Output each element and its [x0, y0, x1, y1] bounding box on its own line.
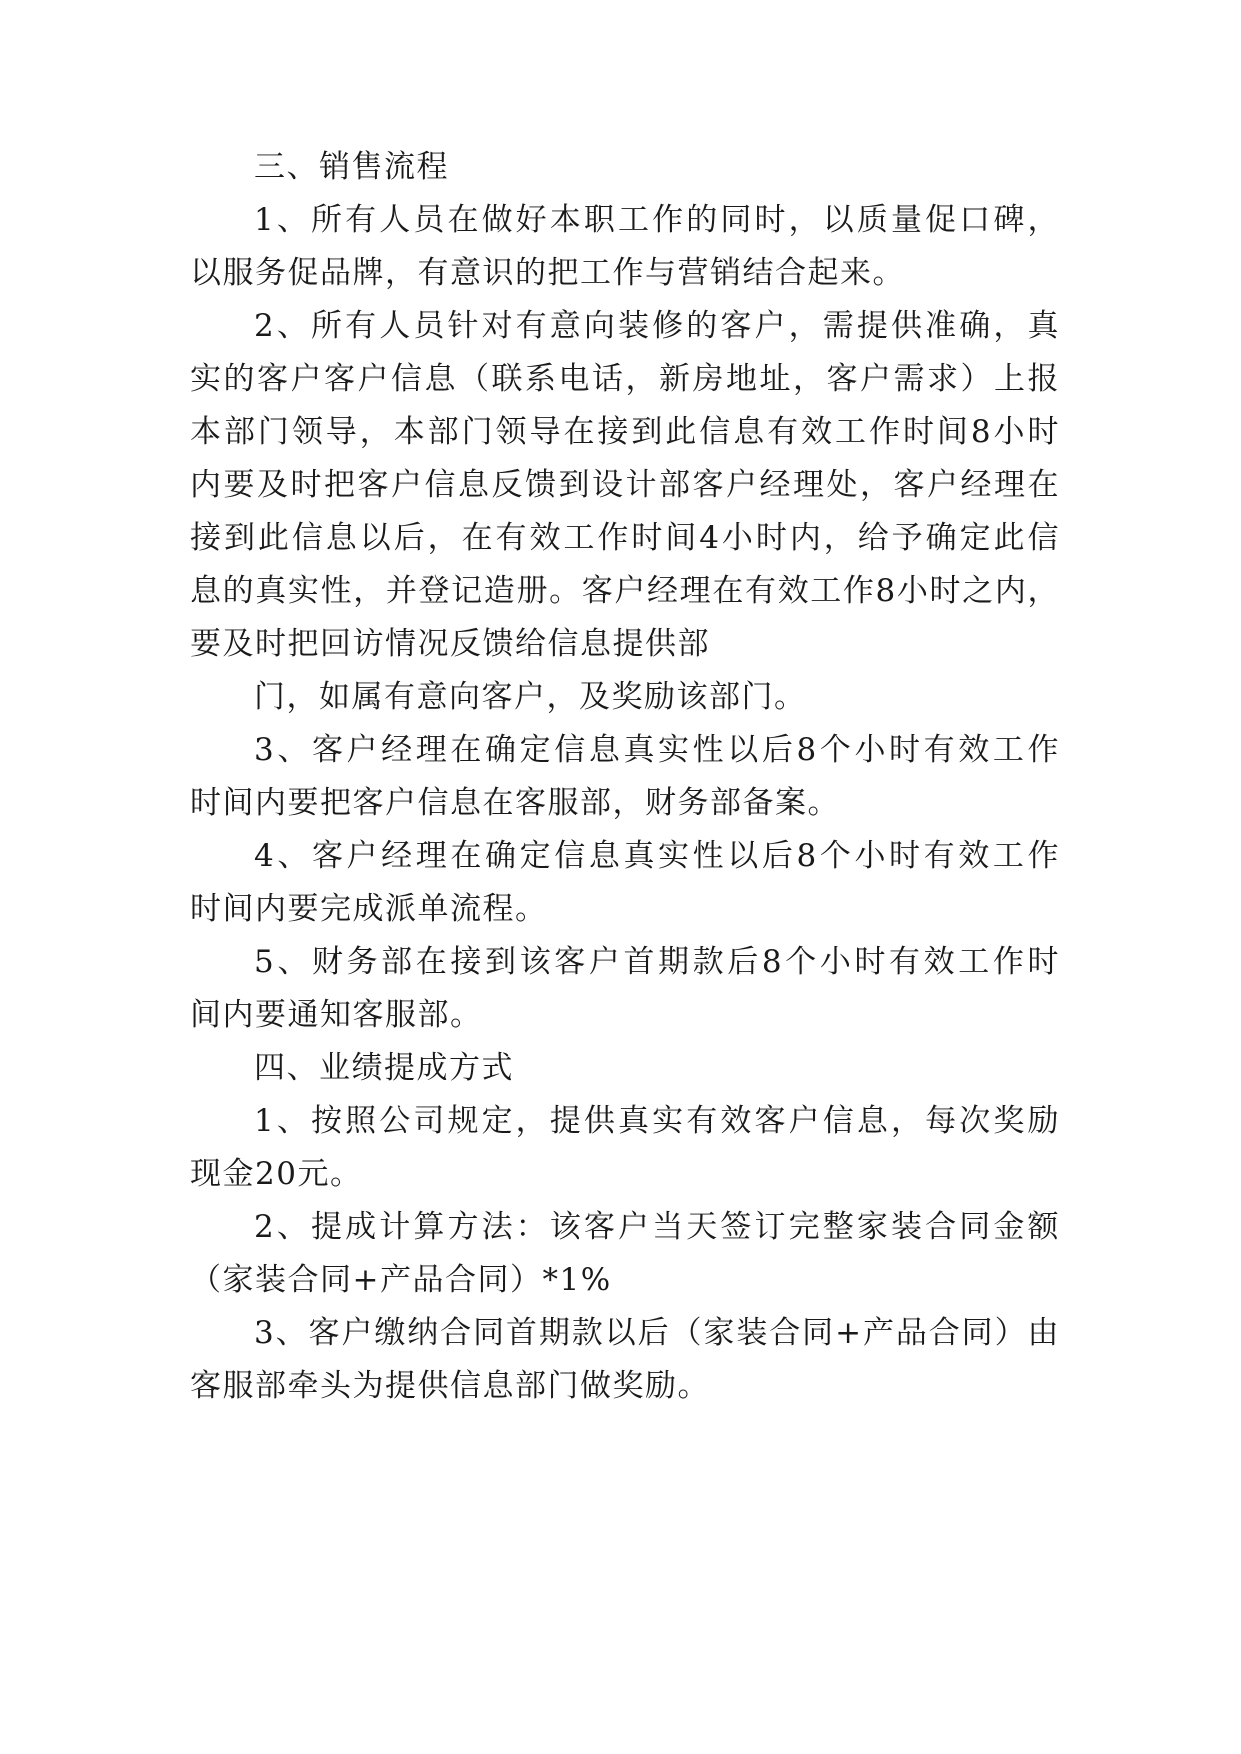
paragraph-line: 间内要通知客服部。 — [190, 997, 483, 1033]
paragraph-line: 本部门领导，本部门领导在接到此信息有效工作时间8小时 — [190, 414, 1060, 450]
paragraph-line: 5、财务部在接到该客户首期款后8个小时有效工作时 — [254, 944, 1060, 980]
paragraph-line: 1、所有人员在做好本职工作的同时，以质量促口碑， — [254, 202, 1060, 238]
section-heading-commission: 四、业绩提成方式 — [254, 1050, 514, 1086]
paragraph-line: 时间内要把客户信息在客服部，财务部备案。 — [190, 785, 840, 821]
paragraph-line: 1、按照公司规定，提供真实有效客户信息，每次奖励 — [254, 1103, 1060, 1139]
paragraph-line: 以服务促品牌，有意识的把工作与营销结合起来。 — [190, 255, 905, 291]
paragraph-line: 内要及时把客户信息反馈到设计部客户经理处，客户经理在 — [190, 467, 1060, 503]
paragraph-line: 现金20元。 — [190, 1156, 363, 1192]
paragraph-line: 时间内要完成派单流程。 — [190, 891, 548, 927]
paragraph-line: 客服部牵头为提供信息部门做奖励。 — [190, 1368, 710, 1404]
section-heading-sales-process: 三、销售流程 — [254, 149, 449, 185]
paragraph-line: 3、客户经理在确定信息真实性以后8个小时有效工作 — [254, 732, 1060, 768]
paragraph-line: 息的真实性，并登记造册。客户经理在有效工作8小时之内， — [190, 573, 1060, 609]
paragraph-line: 接到此信息以后，在有效工作时间4小时内，给予确定此信 — [190, 520, 1060, 556]
paragraph-line: （家装合同+产品合同）*1% — [190, 1262, 612, 1298]
paragraph-line: 门，如属有意向客户，及奖励该部门。 — [254, 679, 807, 715]
paragraph-line: 实的客户客户信息（联系电话，新房地址，客户需求）上报 — [190, 361, 1060, 397]
paragraph-line: 要及时把回访情况反馈给信息提供部 — [190, 626, 710, 662]
paragraph-line: 2、提成计算方法：该客户当天签订完整家装合同金额 — [254, 1209, 1060, 1245]
paragraph-line: 4、客户经理在确定信息真实性以后8个小时有效工作 — [254, 838, 1060, 874]
paragraph-line: 2、所有人员针对有意向装修的客户，需提供准确，真 — [254, 308, 1060, 344]
paragraph-line: 3、客户缴纳合同首期款以后（家装合同+产品合同）由 — [254, 1315, 1060, 1351]
